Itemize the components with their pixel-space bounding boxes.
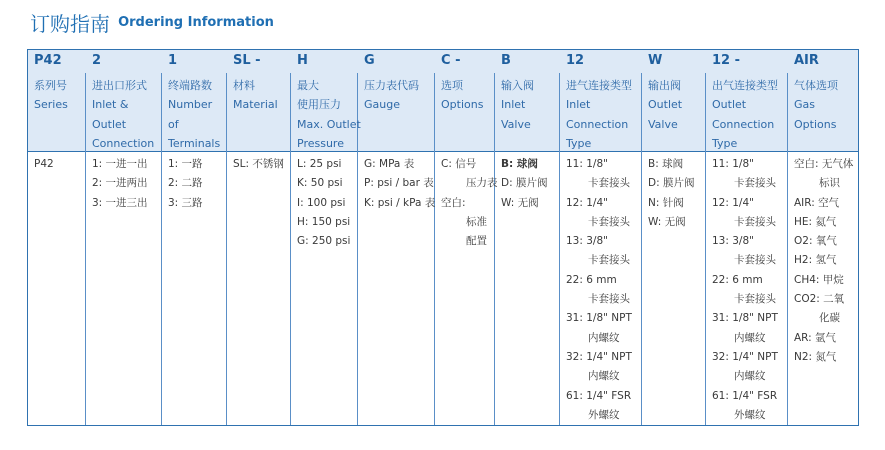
page-title xyxy=(30,8,274,37)
header-line: Gauge xyxy=(364,98,400,112)
column-divider xyxy=(290,73,291,425)
cell-line: D: 膜片阀 xyxy=(648,177,695,190)
header-line: 出气连接类型 xyxy=(712,79,778,92)
cell-line: O2: 氧气 xyxy=(794,235,837,248)
cell-line: L: 25 psi xyxy=(297,158,342,170)
header-line: Gas xyxy=(794,98,815,112)
column-divider xyxy=(559,73,560,425)
cell-line: 空白: xyxy=(441,196,466,209)
cell-line: 卡套接头 xyxy=(588,293,630,306)
code-material: SL - xyxy=(233,53,261,68)
cell-terminals xyxy=(168,155,203,213)
cell-line: CO2: 二氧 xyxy=(794,293,845,306)
cell-line: 配置 xyxy=(466,235,487,248)
header-line: Series xyxy=(34,98,68,112)
cell-line: AIR: 空气 xyxy=(794,196,840,209)
code-outlet-conn: 12 - xyxy=(712,53,741,68)
header-line: Connection xyxy=(712,117,775,131)
cell-line: 内螺纹 xyxy=(734,331,766,344)
column-divider xyxy=(705,73,706,425)
cell-line: 11: 1/8" xyxy=(712,158,754,170)
cell-line: 61: 1/4" FSR xyxy=(566,389,632,402)
cell-line: 卡套接头 xyxy=(734,293,776,306)
header-line: Number xyxy=(168,98,213,112)
cell-pressure xyxy=(297,155,350,251)
header-line: Valve xyxy=(648,117,678,131)
cell-line: 压力表 xyxy=(466,177,498,190)
cell-outlet-valve xyxy=(648,155,694,232)
column-divider xyxy=(161,73,162,425)
cell-line: 卡套接头 xyxy=(734,254,776,267)
cell-line: 标识 xyxy=(819,177,840,190)
column-divider xyxy=(641,73,642,425)
cell-line: 32: 1/4" NPT xyxy=(566,350,632,363)
header-line: Pressure xyxy=(297,136,344,150)
cell-line: H2: 氢气 xyxy=(794,254,837,267)
header-line: 进气连接类型 xyxy=(566,79,632,92)
cell-line: P: psi / bar 表 xyxy=(364,177,434,190)
cell-line: 1: 一进一出 xyxy=(92,158,148,170)
column-divider xyxy=(85,73,86,425)
header-line: 输入阀 xyxy=(501,79,534,92)
title-english: Ordering Information xyxy=(118,15,274,30)
cell-line: C: 信号 xyxy=(441,158,477,170)
header-gas xyxy=(794,76,838,134)
cell-line: 标准 xyxy=(466,215,487,228)
header-pressure xyxy=(297,76,361,153)
header-line: Outlet xyxy=(712,98,747,112)
cell-inlet-conn xyxy=(566,155,632,425)
cell-line: 外螺纹 xyxy=(734,408,766,421)
cell-line: 31: 1/8" NPT xyxy=(712,312,778,325)
cell-line: G: 250 psi xyxy=(297,235,351,248)
header-line: Valve xyxy=(501,117,531,131)
code-pressure: H xyxy=(297,53,308,68)
code-gas: AIR xyxy=(794,53,819,68)
cell-line: 13: 3/8" xyxy=(712,235,754,248)
code-terminals: 1 xyxy=(168,53,178,68)
header-line: Outlet xyxy=(648,98,683,112)
cell-line: W: 无阀 xyxy=(648,215,686,228)
cell-line: W: 无阀 xyxy=(501,196,539,209)
cell-line: 2: 一进两出 xyxy=(92,177,148,190)
code-connection: 2 xyxy=(92,53,102,68)
header-line: Terminals xyxy=(168,136,221,150)
code-inlet-conn: 12 xyxy=(566,53,585,68)
cell-line: 2: 二路 xyxy=(168,177,203,190)
cell-line: 外螺纹 xyxy=(588,408,620,421)
cell-line: 卡套接头 xyxy=(734,177,776,190)
cell-line: B: 球阀 xyxy=(648,158,684,170)
cell-line: SL: 不锈钢 xyxy=(233,158,284,170)
cell-line: 卡套接头 xyxy=(734,215,776,228)
cell-line: 3: 三路 xyxy=(168,196,203,209)
cell-line: 3: 一进三出 xyxy=(92,196,148,209)
header-line: Inlet & xyxy=(92,98,129,112)
header-inlet-valve xyxy=(501,76,534,134)
code-inlet-valve: B xyxy=(501,53,511,68)
header-gauge xyxy=(364,76,419,115)
column-divider xyxy=(787,73,788,425)
cell-line: HE: 氦气 xyxy=(794,215,837,228)
cell-line: K: psi / kPa 表 xyxy=(364,196,436,209)
header-line: 材料 xyxy=(233,79,255,92)
header-line: Connection xyxy=(92,136,155,150)
cell-line: 22: 6 mm xyxy=(566,273,617,286)
code-options: C - xyxy=(441,53,461,68)
cell-line: N2: 氮气 xyxy=(794,350,837,363)
cell-options xyxy=(441,155,498,251)
cell-line: B: 球阀 xyxy=(501,158,538,170)
header-line: Type xyxy=(566,136,592,150)
code-gauge: G xyxy=(364,53,375,68)
cell-line: 1: 一路 xyxy=(168,158,203,170)
cell-line: 空白: 无气体 xyxy=(794,158,854,170)
header-outlet-conn xyxy=(712,76,778,153)
header-material xyxy=(233,76,278,115)
header-line: 最大 xyxy=(297,79,319,92)
header-line: 输出阀 xyxy=(648,79,681,92)
header-connection xyxy=(92,76,154,153)
cell-line: G: MPa 表 xyxy=(364,158,415,170)
header-line: Outlet xyxy=(92,117,127,131)
header-line: 压力表代码 xyxy=(364,79,419,92)
cell-line: 卡套接头 xyxy=(588,177,630,190)
cell-line: AR: 氩气 xyxy=(794,331,837,344)
header-terminals xyxy=(168,76,220,153)
cell-line: N: 针阀 xyxy=(648,196,684,209)
cell-line: 化碳 xyxy=(819,312,840,325)
header-line: Inlet xyxy=(501,98,526,112)
cell-material xyxy=(233,155,284,174)
header-inlet-conn xyxy=(566,76,632,153)
cell-line: 内螺纹 xyxy=(588,370,620,383)
header-line: 系列号 xyxy=(34,79,67,92)
ordering-table xyxy=(27,49,859,426)
cell-line: 12: 1/4" xyxy=(566,196,608,209)
cell-line: 22: 6 mm xyxy=(712,273,763,286)
header-line: of xyxy=(168,117,179,131)
cell-series xyxy=(34,155,54,174)
header-line: Options xyxy=(794,117,837,131)
cell-line: 31: 1/8" NPT xyxy=(566,312,632,325)
column-divider xyxy=(226,73,227,425)
cell-line: 32: 1/4" NPT xyxy=(712,350,778,363)
cell-inlet-valve xyxy=(501,155,547,213)
cell-line: 61: 1/4" FSR xyxy=(712,389,778,402)
column-divider xyxy=(434,73,435,425)
cell-line: 12: 1/4" xyxy=(712,196,754,209)
cell-line: H: 150 psi xyxy=(297,215,351,228)
cell-line: D: 膜片阀 xyxy=(501,177,548,190)
header-series xyxy=(34,76,68,115)
cell-line: 卡套接头 xyxy=(588,215,630,228)
header-line: Type xyxy=(712,136,738,150)
header-options xyxy=(441,76,483,115)
header-line: Connection xyxy=(566,117,629,131)
code-series: P42 xyxy=(34,53,62,68)
title-chinese: 订购指南 xyxy=(30,12,110,36)
cell-outlet-conn xyxy=(712,155,778,425)
cell-line: 内螺纹 xyxy=(734,370,766,383)
header-line: Inlet xyxy=(566,98,591,112)
cell-line: 13: 3/8" xyxy=(566,235,608,248)
cell-line: 内螺纹 xyxy=(588,331,620,344)
code-outlet-valve: W xyxy=(648,53,663,68)
header-line: 进出口形式 xyxy=(92,79,147,92)
header-line: 选项 xyxy=(441,79,463,92)
header-line: Options xyxy=(441,98,484,112)
cell-gauge xyxy=(364,155,435,213)
cell-line: CH4: 甲烷 xyxy=(794,273,844,286)
cell-line: K: 50 psi xyxy=(297,177,343,190)
cell-line: 卡套接头 xyxy=(588,254,630,267)
cell-line: I: 100 psi xyxy=(297,196,346,209)
cell-gas xyxy=(794,155,853,367)
header-outlet-valve xyxy=(648,76,682,134)
header-line: Max. Outlet xyxy=(297,117,361,131)
header-line: 气体选项 xyxy=(794,79,838,92)
header-line: 终端路数 xyxy=(168,79,212,92)
cell-line: 11: 1/8" xyxy=(566,158,608,170)
cell-connection xyxy=(92,155,148,213)
header-line: Material xyxy=(233,98,278,112)
cell-line: P42 xyxy=(34,158,54,170)
header-line: 使用压力 xyxy=(297,98,341,112)
